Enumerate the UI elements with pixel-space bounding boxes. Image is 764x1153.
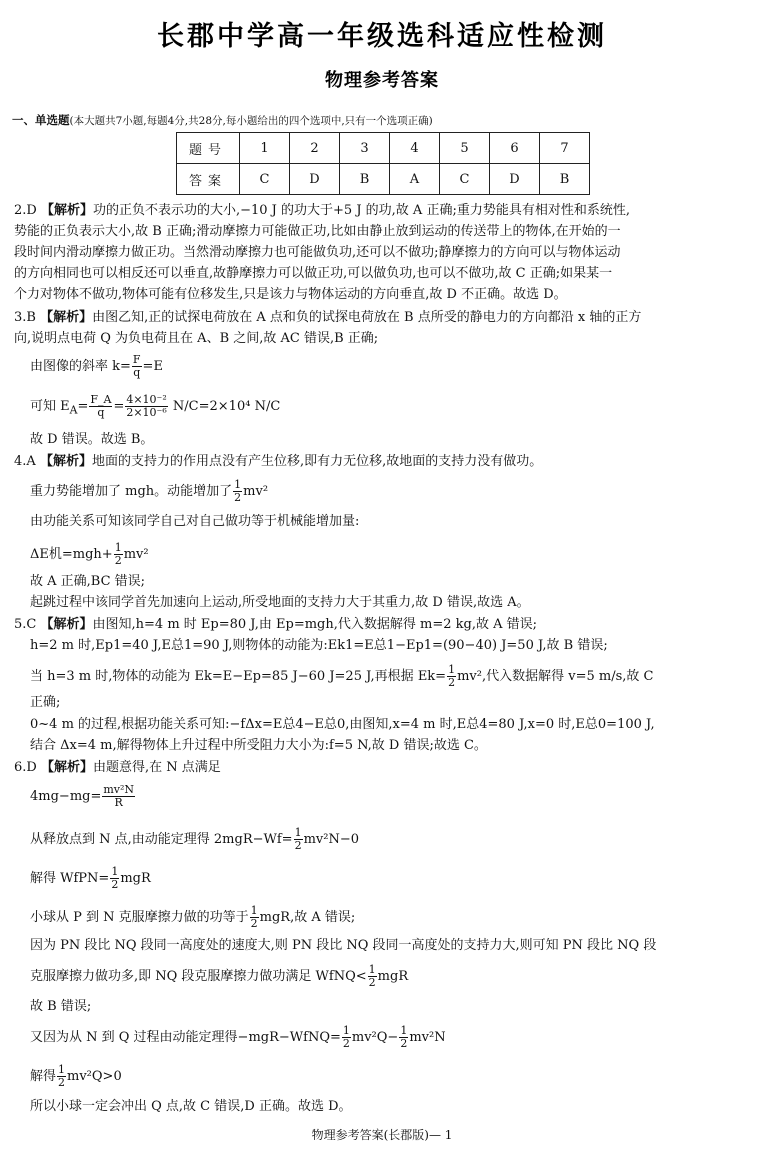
q3-tag: 【解析】 [40, 310, 93, 325]
table-cell-number: 1 [240, 133, 290, 164]
q4-line: 重力势能增加了 mgh。动能增加了 $\frac{1}{2}$ mv² [30, 478, 269, 504]
q6-line: 故 B 错误; [30, 999, 92, 1014]
q5-line: h=2 m 时,Ep1=40 J,E总1=90 J,则物体的动能为:Ek1=E总1−Ep1=(90−40) J=50 J,故 B 错误; [30, 638, 608, 653]
answer-table-row-answers [177, 164, 590, 195]
q6-equation: 解得 $\frac{1}{2}$ mv²Q>0 [30, 1063, 122, 1089]
q2-line: 势能的正负表示大小,故 B 正确;滑动摩擦力可能做正功,比如由静止放到运动的传送带上的物体,在开始的一 [14, 224, 621, 239]
document-title: 长郡中学高一年级选科适应性检测 [157, 21, 607, 52]
q6-line: 6.D 【解析】由题意得,在 N 点满足 [14, 760, 221, 775]
q6-equation: 4mg−mg= $\frac{\text{mv²N}}{R}$ [30, 783, 135, 809]
table-cell-answer: D [490, 164, 540, 195]
q3-field-equation: 可知 $E_A=$ $\frac{F\_A}{q}$ = $\frac{\text{4×10⁻²}}{\text{2×10⁻⁶}}$ N/C=2×10⁴ N/C [30, 393, 281, 419]
q5-line: 结合 Δx=4 m,解得物体上升过程中所受阻力大小为:f=5 N,故 D 错误;故选 C。 [30, 738, 487, 753]
q6-line: 小球从 P 到 N 克服摩擦力做的功等于 $\frac{1}{2}$ mgR,故 A 错误; [30, 904, 356, 930]
page-footer: 物理参考答案(长郡版)— 1 [311, 1128, 453, 1142]
q4-line: 4.A 【解析】地面的支持力的作用点没有产生位移,即有力无位移,故地面的支持力没有做功。 [14, 454, 543, 469]
q3-slope-equation: 由图像的斜率 k= $\frac{F}{q}$ =E [30, 353, 163, 379]
section-note: (本大题共7小题,每题4分,共28分,每小题给出的四个选项中,只有一个选项正确) [69, 115, 433, 127]
q5-line: 0~4 m 的过程,根据功能关系可知:−fΔx=E总4−E总0,由图知,x=4 m 时,E总4=80 J,x=0 时,E总0=100 J, [30, 717, 655, 732]
q4-line: 起跳过程中该同学首先加速向上运动,所受地面的支持力大于其重力,故 D 错误,故选 A。 [30, 595, 530, 610]
q6-line: 因为 PN 段比 NQ 段同一高度处的速度大,则 PN 段比 NQ 段同一高度处的支持力大,则可知 PN 段比 NQ 段 [30, 938, 657, 953]
q6-equation: 又因为从 N 到 Q 过程由动能定理得−mgR−WfNQ= $\frac{1}{2}$ mv²Q− $\frac{1}{2}$ mv²N [30, 1024, 446, 1050]
table-cell-answer: C [440, 164, 490, 195]
q2-tag: 【解析】 [40, 203, 93, 218]
table-cell-answer: B [340, 164, 390, 195]
table-cell-number: 4 [390, 133, 440, 164]
table-cell-number: 6 [490, 133, 540, 164]
q3-number: 3.B [14, 310, 36, 325]
q2-line: 段时间内滑动摩擦力做正功。当然滑动摩擦力也可能做负功,还可以不做功;静摩擦力的方向可以与物体运动 [14, 245, 621, 260]
table-cell-number: 5 [440, 133, 490, 164]
q2-line: 的方向相同也可以相反还可以垂直,故静摩擦力可以做正功,可以做负功,也可以不做功,故 C 正确;如果某一 [14, 266, 613, 281]
q6-tag: 【解析】 [40, 760, 93, 775]
table-head-answer: 答案 [177, 164, 240, 195]
table-cell-answer: C [240, 164, 290, 195]
answer-table-row-numbers [177, 133, 590, 164]
table-head-number: 题号 [177, 133, 240, 164]
q4-number: 4.A [14, 454, 36, 469]
q5-line: 当 h=3 m 时,物体的动能为 Ek=E−Ep=85 J−60 J=25 J,再根据 Ek= $\frac{1}{2}$ mv²,代入数据解得 v=5 m/s,故 C [30, 663, 654, 689]
q6-equation: 解得 WfPN= $\frac{1}{2}$ mgR [30, 865, 151, 891]
table-cell-answer: B [540, 164, 590, 195]
section-label: 一、单选题 [12, 113, 70, 127]
table-cell-number: 2 [290, 133, 340, 164]
table-cell-answer: A [390, 164, 440, 195]
q4-tag: 【解析】 [39, 454, 92, 469]
q3-line: 向,说明点电荷 Q 为负电荷且在 A、B 之间,故 AC 错误,B 正确; [14, 331, 379, 346]
q4-line: 由功能关系可知该同学自己对自己做功等于机械能增加量: [30, 514, 360, 529]
q5-line: 5.C 【解析】由图知,h=4 m 时 Ep=80 J,由 Ep=mgh,代入数据解得 m=2 kg,故 A 错误; [14, 617, 537, 632]
q6-line: 所以小球一定会冲出 Q 点,故 C 错误,D 正确。故选 D。 [30, 1099, 352, 1114]
q6-equation: 从释放点到 N 点,由动能定理得 2mgR−Wf= $\frac{1}{2}$ mv²N−0 [30, 826, 359, 852]
table-cell-number: 3 [340, 133, 390, 164]
q5-line: 正确; [30, 695, 61, 710]
q3-conclusion: 故 D 错误。故选 B。 [30, 432, 154, 447]
q4-line: ΔE机=mgh+ $\frac{1}{2}$ mv² [30, 541, 149, 567]
q4-line: 故 A 正确,BC 错误; [30, 574, 146, 589]
table-cell-number: 7 [540, 133, 590, 164]
q5-number: 5.C [14, 617, 37, 632]
section-heading [12, 112, 433, 128]
q2-number: 2.D [14, 203, 37, 218]
q3-line: 3.B 【解析】由图乙知,正的试探电荷放在 A 点和负的试探电荷放在 B 点所受的静电力的方向都沿 x 轴的正方 [14, 310, 642, 325]
q6-number: 6.D [14, 760, 37, 775]
table-cell-answer: D [290, 164, 340, 195]
q2-line: 个力对物体不做功,物体可能有位移发生,只是该力与物体运动的方向垂直,故 D 不正确。故选 D。 [14, 287, 567, 302]
q6-line: 克服摩擦力做功多,即 NQ 段克服摩擦力做功满足 WfNQ< $\frac{1}{2}$ mgR [30, 963, 409, 989]
answer-table [176, 132, 590, 195]
q2-line: 2.D 【解析】功的正负不表示功的大小,−10 J 的功大于+5 J 的功,故 A 正确;重力势能具有相对性和系统性, [14, 203, 630, 218]
document-subtitle: 物理参考答案 [325, 70, 439, 91]
q5-tag: 【解析】 [40, 617, 93, 632]
